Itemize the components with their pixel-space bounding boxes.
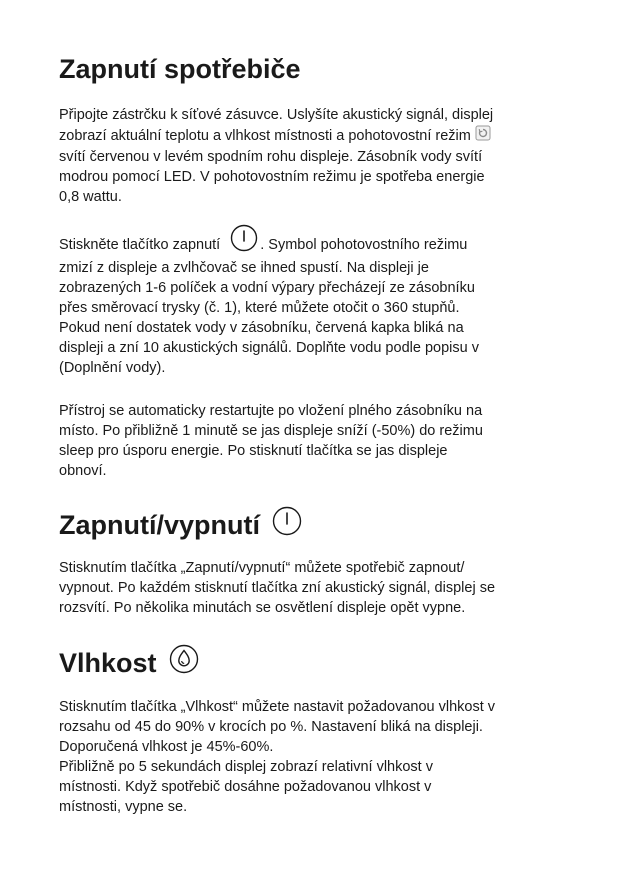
paragraph-on-off: [59, 558, 574, 618]
text-line: (Doplnění vody).: [59, 360, 166, 376]
text-line: místnosti. Když spotřebič dosáhne požadovanou vlhkost v: [59, 779, 432, 795]
text-line: zobrazených 1-6 políček a vodní výpary přecházejí ze zásobníku: [59, 280, 475, 296]
text-line: přes směrovací trysky (č. 1), které můžete otočit o 360 stupňů.: [59, 300, 460, 316]
power-icon: [272, 506, 302, 543]
text-line: sleep pro úsporu energie. Po stisknutí tlačítka se jas displeje: [59, 443, 448, 459]
section-title-text: Zapnutí/vypnutí: [59, 509, 260, 540]
text-line: Připojte zástrčku k síťové zásuvce. Uslyšíte akustický signál, displej: [59, 107, 494, 123]
text-line: Přibližně po 5 sekundách displej zobrazí relativní vlhkost v: [59, 759, 433, 775]
text-line: Přístroj se automaticky restartujte po vložení plného zásobníku na: [59, 403, 483, 419]
section-title-power-on: Zapnutí spotřebiče: [59, 54, 301, 84]
paragraph-press-power: [59, 232, 574, 378]
text-line: zobrazí aktuální teplotu a vlhkost místnosti a pohotovostní režim: [59, 127, 471, 144]
standby-icon: [475, 125, 491, 147]
text-line: vypnout. Po každém stisknutí tlačítka zní akustický signál, displej se: [59, 580, 496, 596]
text-line: obnoví.: [59, 463, 107, 479]
text-line: místo. Po přibližně 1 minutě se jas displeje sníží (-50%) do režimu: [59, 423, 483, 439]
text-line: Doporučená vlhkost je 45%-60%.: [59, 739, 274, 755]
text-line: Stisknutím tlačítka „Zapnutí/vypnutí“ můžete spotřebič zapnout/: [59, 560, 465, 576]
section-title-text: Vlhkost: [59, 647, 157, 678]
text-line: zmizí z displeje a zvlhčovač se ihned spustí. Na displeji je: [59, 260, 429, 276]
paragraph-connect: [59, 105, 574, 207]
text-line: rozsvítí. Po několika minutách se osvětlení displeje opět vypne.: [59, 600, 466, 616]
text-line: rozsahu od 45 do 90% v krocích po %. Nastavení bliká na displeji.: [59, 719, 483, 735]
text-line: svítí červenou v levém spodním rohu displeje. Zásobník vody svítí: [59, 149, 483, 165]
text-line: displeji a zní 10 akustických signálů. Doplňte vodu podle popisu v: [59, 340, 479, 356]
text-line: Stisknutím tlačítka „Vlhkost“ můžete nastavit požadovanou vlhkost v: [59, 699, 496, 715]
text-line: místnosti, vypne se.: [59, 799, 188, 815]
text-line: modrou pomocí LED. V pohotovostním režimu je spotřeba energie: [59, 169, 485, 185]
text-line: 0,8 wattu.: [59, 189, 122, 205]
text-line: Stiskněte tlačítko zapnutí: [59, 236, 221, 253]
humidity-drop-icon: [169, 644, 199, 681]
section-title-on-off: [59, 506, 302, 543]
text-line: Pokud není dostatek vody v zásobníku, červená kapka bliká na: [59, 320, 464, 336]
section-title-humidity: [59, 644, 199, 681]
text-line: . Symbol pohotovostního režimu: [260, 236, 468, 253]
paragraph-humidity: [59, 697, 574, 817]
paragraph-restart: [59, 401, 574, 481]
power-icon: [230, 224, 258, 258]
